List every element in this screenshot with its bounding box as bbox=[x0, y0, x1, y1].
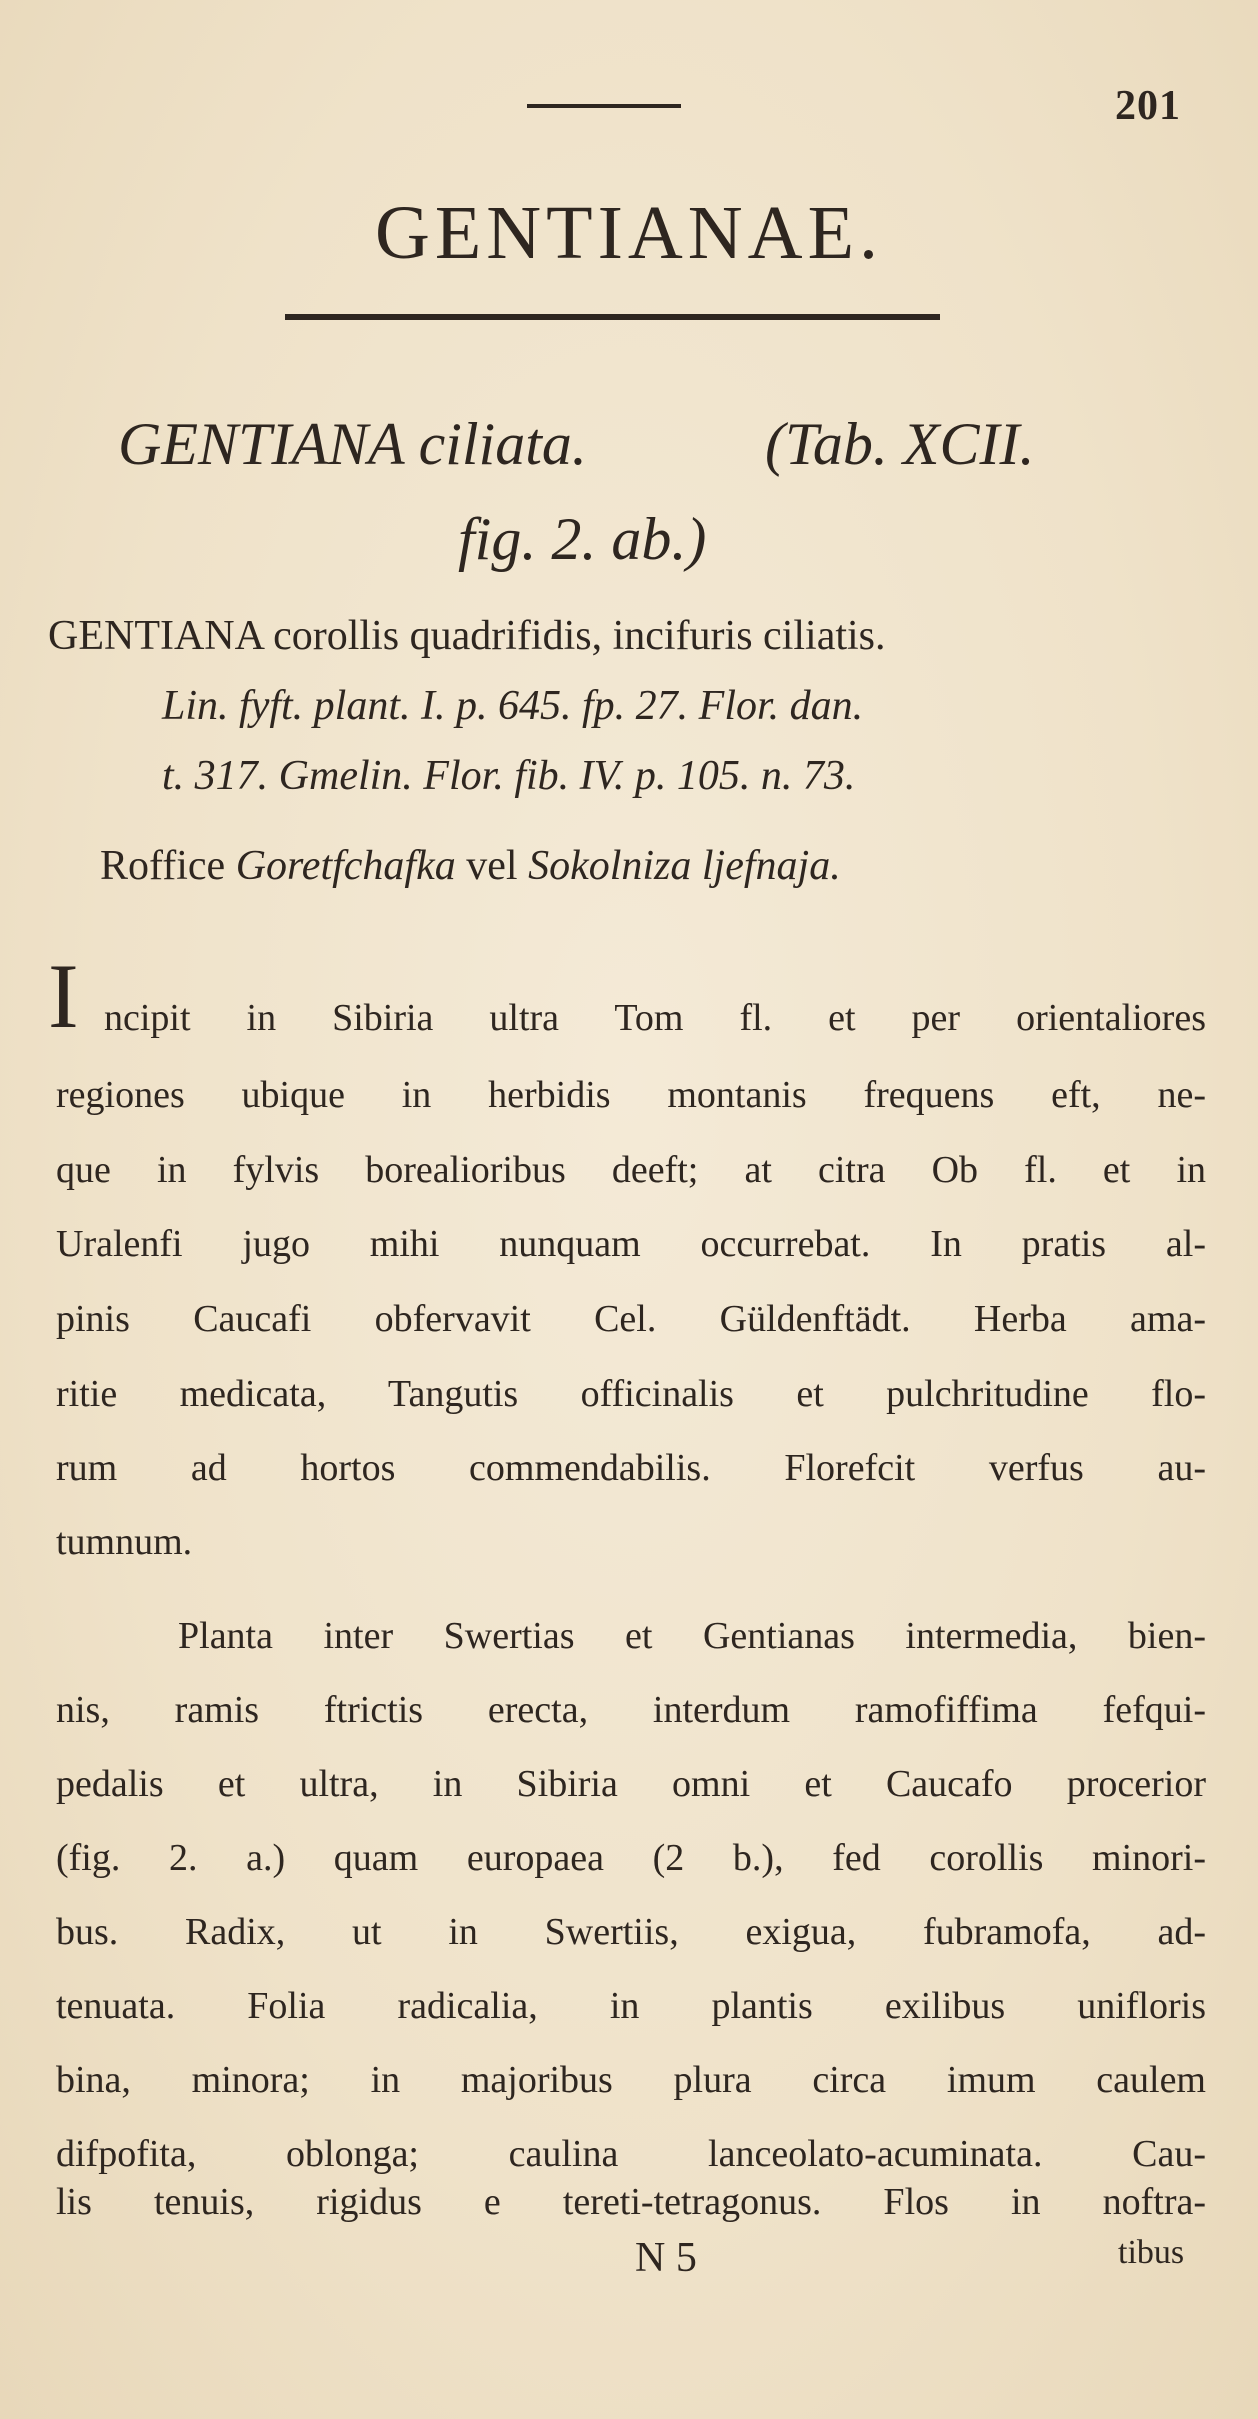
title-rule bbox=[285, 314, 940, 320]
page-number: 201 bbox=[1115, 83, 1181, 129]
diagnosis-line: GENTIANA corollis quadrifidis, incifuris ciliatis. bbox=[48, 613, 886, 659]
species-figure-ref: fig. 2. ab.) bbox=[458, 506, 707, 572]
text-line: nis, ramis ftrictis erecta, interdum ramofiffima fefqui- bbox=[56, 1689, 1206, 1731]
text-line: bina, minora; in majoribus plura circa imum caulem bbox=[56, 2059, 1206, 2101]
text-line: difpofita, oblonga; caulina lanceolato-acuminata. Cau- bbox=[56, 2133, 1206, 2175]
text-line: bus. Radix, ut in Swertiis, exigua, fubramofa, ad- bbox=[56, 1911, 1206, 1953]
text-line: pinis Caucafi obfervavit Cel. Güldenftädt. Herba ama- bbox=[56, 1298, 1206, 1340]
species-name: GENTIANA ciliata. bbox=[118, 411, 587, 477]
text-line: Uralenfi jugo mihi nunquam occurrebat. In pratis al- bbox=[56, 1223, 1206, 1265]
drop-cap: I bbox=[48, 945, 79, 1047]
vernacular-conjunction: vel bbox=[466, 843, 518, 889]
text-line: regiones ubique in herbidis montanis frequens eft, ne- bbox=[56, 1074, 1206, 1116]
text-line: que in fylvis borealioribus deeft; at citra Ob fl. et in bbox=[56, 1149, 1206, 1191]
text-line: Planta inter Swertias et Gentianas intermedia, bien- bbox=[178, 1615, 1206, 1657]
text-line: ncipit in Sibiria ultra Tom fl. et per orientaliores bbox=[104, 997, 1206, 1039]
signature-mark: N 5 bbox=[635, 2235, 697, 2281]
header-rule bbox=[527, 104, 681, 108]
text-line: (fig. 2. a.) quam europaea (2 b.), fed corollis minori- bbox=[56, 1837, 1206, 1879]
diagnosis-reference: Lin. fyft. plant. I. p. 645. fp. 27. Flor. dan. bbox=[162, 683, 864, 729]
catchword: tibus bbox=[1118, 2234, 1185, 2271]
diagnosis-reference: t. 317. Gmelin. Flor. fib. IV. p. 105. n. 73. bbox=[162, 753, 856, 799]
vernacular-name: Goretfchafka bbox=[235, 843, 456, 889]
text-line: tenuata. Folia radicalia, in plantis exilibus unifloris bbox=[56, 1985, 1206, 2027]
text-line: pedalis et ultra, in Sibiria omni et Caucafo procerior bbox=[56, 1763, 1206, 1805]
vernacular-name-line bbox=[100, 842, 841, 890]
section-title: GENTIANAE. bbox=[374, 191, 883, 275]
text-line: ritie medicata, Tangutis officinalis et pulchritudine flo- bbox=[56, 1373, 1206, 1415]
text-line: tumnum. bbox=[56, 1521, 193, 1563]
species-plate-ref: (Tab. XCII. bbox=[765, 411, 1035, 477]
text-line: rum ad hortos commendabilis. Florefcit verfus au- bbox=[56, 1447, 1206, 1489]
text-line: lis tenuis, rigidus e tereti-tetragonus. Flos in noftra- bbox=[56, 2181, 1206, 2223]
vernacular-name: Sokolniza ljefnaja. bbox=[528, 843, 841, 889]
vernacular-prefix: Roffice bbox=[100, 843, 226, 889]
